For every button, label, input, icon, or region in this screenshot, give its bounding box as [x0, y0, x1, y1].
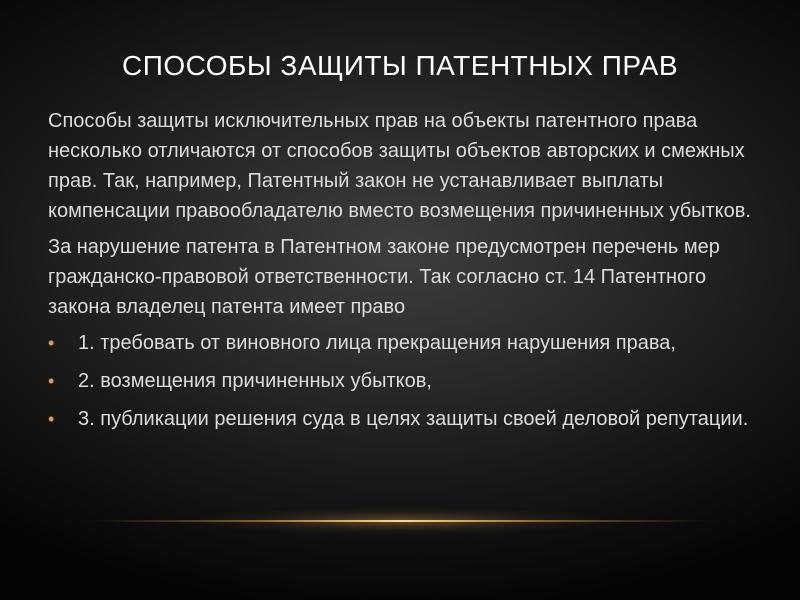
- list-item-text: 2. возмещения причиненных убытков,: [78, 370, 432, 392]
- list-item-text: 3. публикации решения суда в целях защиты своей деловой репутации.: [78, 408, 749, 430]
- bullet-icon: •: [48, 409, 55, 429]
- body-paragraph-1: Способы защиты исключительных прав на объекты патентного права несколько отличаются от способов защиты объектов авторских и смежных прав. Так, например, Патентный закон не устанавливает выплаты компенсации правообладателю вместо возмещения причиненных убытков.: [48, 110, 751, 222]
- slide-title: СПОСОБЫ ЗАЩИТЫ ПАТЕНТНЫХ ПРАВ: [121, 50, 679, 81]
- list-item: [48, 366, 768, 396]
- rights-list: [48, 328, 768, 434]
- body-paragraph-2: За нарушение патента в Патентном законе предусмотрен перечень мер гражданско-правовой ответственности. Так согласно ст. 14 Патентного закона владелец патента имеет право: [48, 236, 720, 318]
- bullet-icon: •: [48, 371, 55, 391]
- list-item: [48, 404, 768, 434]
- decorative-glow-line: [90, 520, 710, 522]
- bullet-icon: •: [48, 333, 55, 353]
- list-item: [48, 328, 768, 358]
- list-item-text: 1. требовать от виновного лица прекращения нарушения права,: [78, 332, 676, 354]
- slide-body: [48, 106, 768, 442]
